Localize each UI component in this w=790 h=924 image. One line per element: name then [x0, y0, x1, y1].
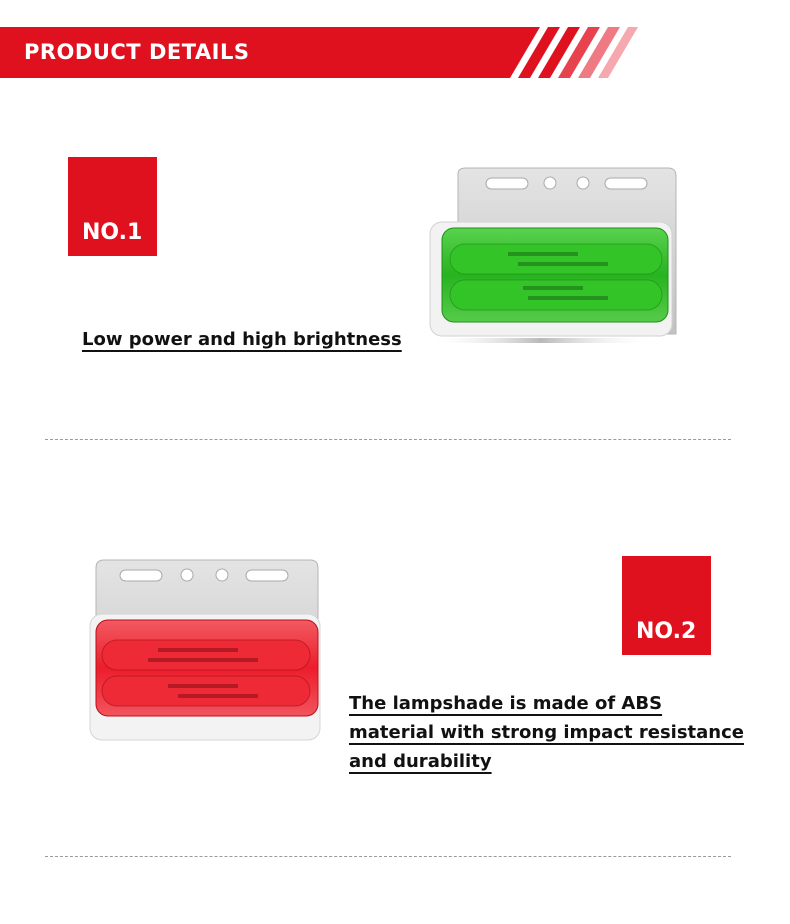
feature-badge-2: [622, 556, 711, 655]
section-divider: [45, 856, 731, 857]
feature-badge-1: [68, 157, 157, 256]
section-header-banner: [0, 27, 640, 78]
page-title: PRODUCT DETAILS: [24, 40, 250, 64]
feature-badge-2-label: NO.2: [636, 619, 697, 644]
feature-1-text: Low power and high brightness: [82, 329, 402, 350]
feature-2-description: [349, 689, 749, 776]
feature-2-text-line-2: material with strong impact resistance: [349, 722, 744, 743]
green-side-marker-lamp-image: [428, 166, 680, 356]
red-side-marker-lamp-image: [88, 558, 324, 748]
feature-2-text-line-1: The lampshade is made of ABS: [349, 693, 663, 714]
feature-1-description: [82, 325, 402, 354]
section-divider: [45, 439, 731, 440]
feature-2-text-line-3: and durability: [349, 751, 492, 772]
feature-badge-1-label: NO.1: [82, 220, 143, 245]
